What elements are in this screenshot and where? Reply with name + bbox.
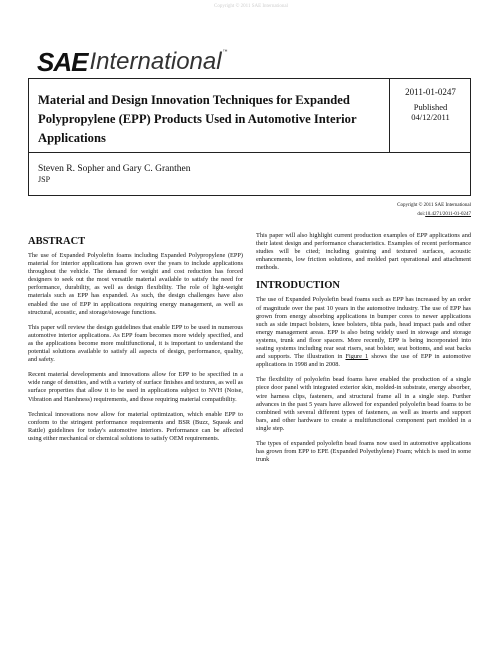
doi-line — [417, 212, 471, 218]
publication-date: 04/12/2011 — [411, 112, 450, 122]
intro-text: The use of Expanded Polyolefin bead foams such as EPP has increased by an order of magnitude over the past 10 years in the automotive industry. The use of EPP has grown from energy absorbing applications in bumper cores to newer applications such as side impact bolsters, knee bolsters, tibia pads, head impact pads and other energy management areas. EPP is also being widely used in stowage and storage systems, trunk and floor spacers. More recently, EPP is being incorporated into seating systems including rear seat risers, seat bolster, seat bottoms, and seat backs and supports. The illustration in — [256, 296, 471, 361]
intro-summary-paragraph: This paper will also highlight current production examples of EPP applications and their latest design and performance characteristics. Examples of recent performance studies will be cited; including graining and textured surfaces, acoustic enhancements, low friction solutions, and molded part operational and attachment methods. — [256, 232, 471, 272]
doi-prefix: doi: — [417, 212, 426, 217]
logo-trademark: ™ — [222, 49, 228, 55]
introduction-paragraph: The flexibility of polyolefin bead foams have enabled the production of a single piece door panel with integrated exterior skin, molded-in substrate, energy absorber, wire harness clips, fasteners, and structural frame all in a single step. Further advances in the past 5 years have allowed for expanded polyolefin bead foams to be combined with several different types of fasteners, as well as inserts and support bars, and other hardware to create a multifunctional component part molded in a single step. — [256, 376, 471, 432]
right-column — [256, 232, 471, 471]
paper-id: 2011-01-0247 — [405, 87, 456, 97]
abstract-paragraph: Recent material developments and innovations allow for EPP to be specified in a wide range of densities, and with a variety of surface finishes and textures, as well as surface properties that allow it to be used in applications subject to NVH (Noise, Vibration and Harshness) requirements, and those requiring material compatibility. — [28, 371, 243, 403]
doi-link[interactable]: 10.4271/2011-01-0247 — [425, 212, 471, 217]
author-box — [28, 153, 471, 196]
published-label: Published — [413, 102, 448, 112]
abstract-heading: ABSTRACT — [28, 236, 86, 247]
introduction-paragraph — [256, 296, 471, 369]
introduction-heading: INTRODUCTION — [256, 280, 341, 292]
title-box — [28, 78, 471, 153]
affiliation: JSP — [38, 175, 51, 184]
abstract-paragraph: The use of Expanded Polyolefin foams including Expanded Polypropylene (EPP) material for interior applications has grown over the years to include applications throughout the vehicle. The demand for weight and cost reduction has forced designers to seek out the most versatile material available to satisfy the need for performance, durability, as well as design flexibility. The role of light-weight materials such as EPP has expanded. As such, the design challenges have also enabled the use of EPP in applications requiring energy management, as well as structural, acoustic, and storage/stowage functions. — [28, 252, 243, 316]
authors: Steven R. Sopher and Gary C. Granthen — [38, 164, 191, 174]
logo-sae-text: SAE — [37, 47, 88, 77]
intro-text: shows the use of EPP in automotive applications in 1998 and in 2008. — [256, 353, 471, 369]
copyright-notice: Copyright © 2011 SAE International — [397, 203, 471, 208]
abstract-paragraph: This paper will review the design guidelines that enable EPP to be used in numerous automotive interior applications. As EPP foam becomes more widely specified, and as the applications become more multifunctional, it is important to understand the potential solutions available to satisfy all aspects of design, performance, quality, and safety. — [28, 323, 243, 364]
sae-international-logo — [37, 49, 228, 75]
logo-international-text: International — [89, 48, 222, 75]
figure-1-link[interactable]: Figure 1 — [345, 353, 369, 361]
introduction-paragraph: The types of expanded polyolefin bead foams now used in automotive applications has grown from EPP to EPE (Expanded Polyethylene) Foam; which is used in some trunk — [256, 439, 471, 464]
abstract-paragraph: Technical innovations now allow for material optimization, which enable EPP to conform to the stringent performance requirements and BSR (Buzz, Squeak and Rattle) guidelines for today's automotive interiors. Performance can be affected using either mechanical or chemical solutions to satisfy OEM requirements. — [28, 410, 243, 442]
left-column — [28, 232, 243, 450]
paper-title: Material and Design Innovation Techniques for Expanded Polypropylene (EPP) Products Used in Automotive Interior Applications — [38, 93, 357, 145]
copyright-watermark: Copyright © 2011 SAE International — [214, 4, 288, 9]
